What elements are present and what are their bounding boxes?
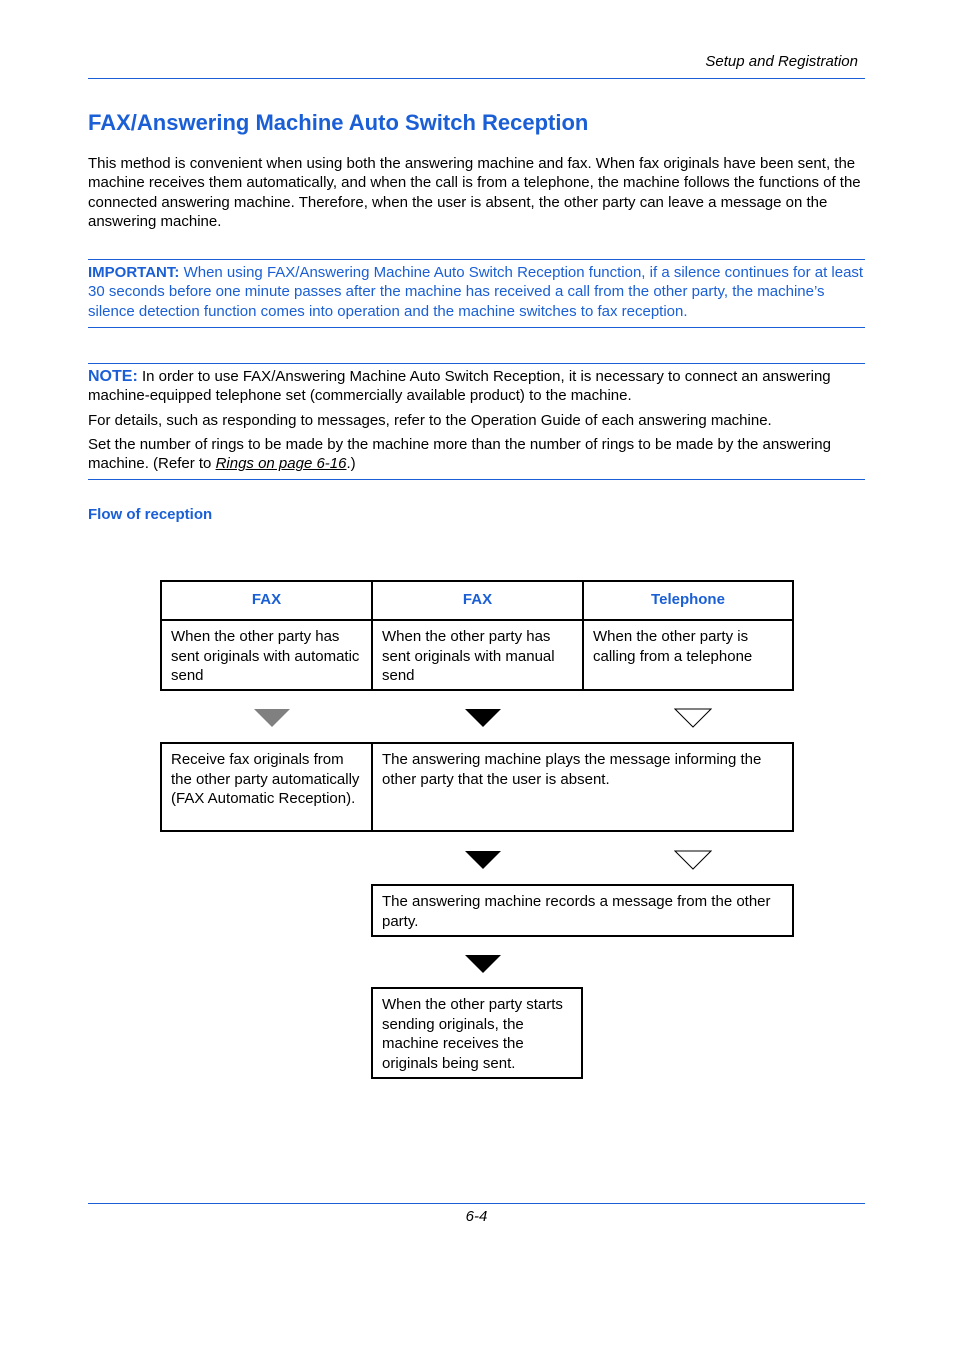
case-telephone-call: When the other party is calling from a telephone <box>582 619 794 691</box>
col-header-fax-manual: FAX <box>371 580 584 621</box>
important-label: IMPORTANT: <box>88 264 180 281</box>
arrow-down-outline-icon <box>674 708 712 728</box>
flow-heading: Flow of reception <box>88 506 213 523</box>
note-paragraph-3 <box>88 435 866 474</box>
col-header-fax-auto: FAX <box>160 580 373 621</box>
step-starts-sending: When the other party starts sending originals, the machine receives the originals being sent. <box>371 987 583 1079</box>
note-text-3-pre: Set the number of rings to be made by the machine more than the number of rings to be made by the answering machine. (Refer to <box>88 436 831 473</box>
note-label: NOTE: <box>88 368 138 385</box>
note-text-1: In order to use FAX/Answering Machine Auto Switch Reception, it is necessary to connect an answering machine-equipped telephone set (commercially available product) to the machine. <box>88 368 831 405</box>
arrow-down-outline-icon <box>674 850 712 870</box>
important-text: When using FAX/Answering Machine Auto Switch Reception function, if a silence continues for at least 30 seconds before one minute passes after the machine has received a call from the other party, the machine’s silence detection function comes into operation and the machine switches to fax reception. <box>88 264 864 320</box>
page-title: FAX/Answering Machine Auto Switch Reception <box>88 110 589 135</box>
step-plays-message: The answering machine plays the message informing the other party that the user is absent. <box>371 742 794 832</box>
col-header-telephone: Telephone <box>582 580 794 621</box>
arrow-down-gray-icon <box>253 708 291 728</box>
intro-paragraph: This method is convenient when using both the answering machine and fax. When fax originals have been sent, the machine receives them automatically, and when the call is from a telephone, the machine follows the functions of the connected answering machine. Therefore, when the user is absent, the other party can leave a message on the answering machine. <box>88 155 861 231</box>
note-text-3-post: .) <box>346 455 356 473</box>
case-manual-send: When the other party has sent originals with manual send <box>371 619 584 691</box>
arrow-down-black-icon <box>464 850 502 870</box>
footer-rule <box>88 1203 865 1204</box>
page-number: 6-4 <box>465 1208 488 1225</box>
important-top-rule <box>88 259 865 260</box>
arrow-down-black-icon <box>464 954 502 974</box>
arrow-down-black-icon <box>464 708 502 728</box>
case-automatic-send: When the other party has sent originals with automatic send <box>160 619 373 691</box>
note-paragraph-2: For details, such as responding to messages, refer to the Operation Guide of each answering machine. <box>88 412 772 429</box>
note-paragraph-1 <box>88 367 866 406</box>
header-rule <box>88 78 865 79</box>
rings-link[interactable]: Rings on page 6-16 <box>215 455 347 473</box>
note-top-rule <box>88 363 865 364</box>
step-receive-auto: Receive fax originals from the other party automatically (FAX Automatic Reception). <box>160 742 373 832</box>
important-note <box>88 263 866 321</box>
important-bottom-rule <box>88 327 865 328</box>
step-records-message: The answering machine records a message from the other party. <box>371 884 794 937</box>
running-head: Setup and Registration <box>705 53 858 70</box>
note-bottom-rule <box>88 479 865 480</box>
